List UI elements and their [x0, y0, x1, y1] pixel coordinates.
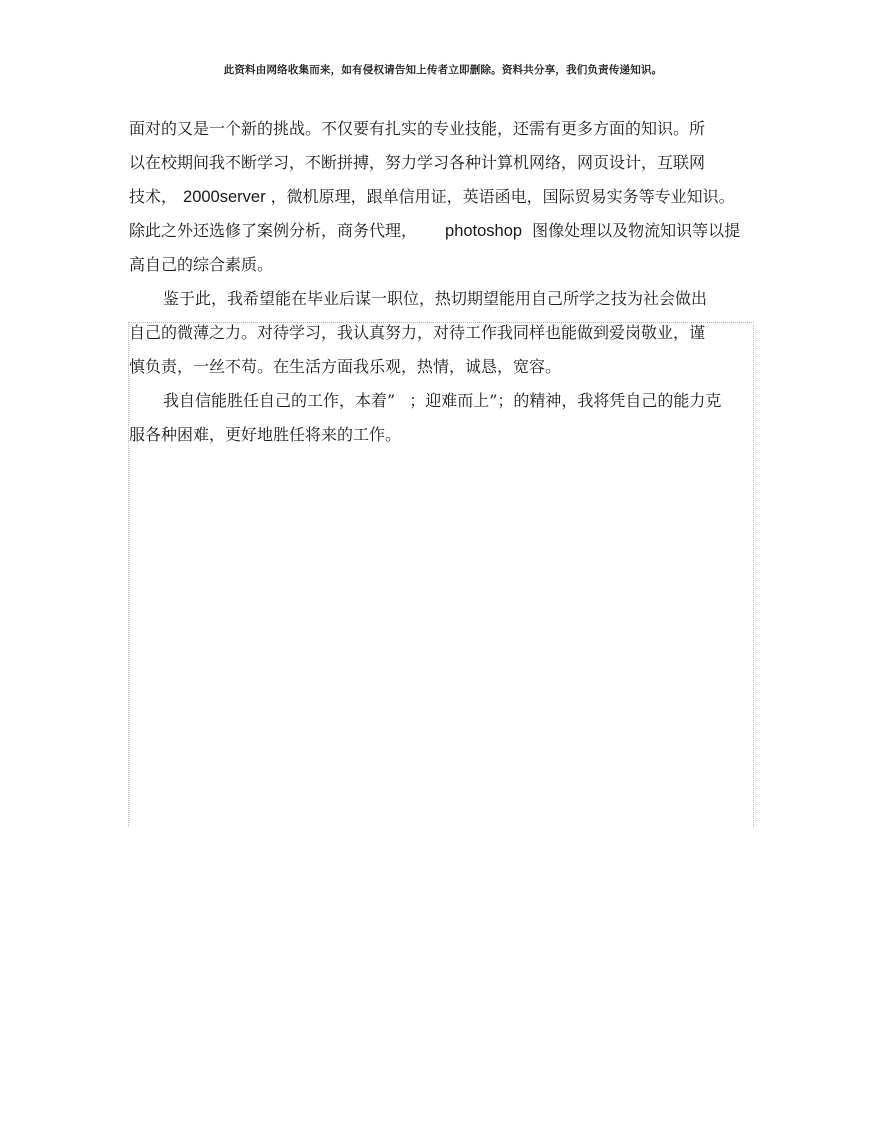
paragraph-3-line-2: 服各种困难，更好地胜任将来的工作。 [129, 425, 402, 444]
text-segment: ，微机原理，跟单信用证，英语函电，国际贸易实务等专业知识。 [270, 187, 735, 206]
text-segment-latin: 2000server [183, 188, 266, 206]
paragraph-1-line-5: 高自己的综合素质。 [129, 255, 274, 274]
paragraph-1-line-3 [129, 180, 754, 214]
header-notice: 此资料由网络收集而来，如有侵权请告知上传者立即删除。资料共分享，我们负责传递知识。 [223, 64, 663, 76]
paragraph-1-line-1: 面对的又是一个新的挑战。不仅要有扎实的专业技能，还需有更多方面的知识。所 [129, 119, 706, 138]
paragraph-2-line-3: 慎负责，一丝不苟。在生活方面我乐观，热情，诚恳，宽容。 [129, 357, 562, 376]
paragraph-2-line-1: 鉴于此，我希望能在毕业后谋一职位，热切期望能用自己所学之技为社会做出 [163, 289, 708, 308]
paragraph-1-line-2: 以在校期间我不断学习，不断拼搏，努力学习各种计算机网络，网页设计，互联网 [129, 153, 706, 172]
text-segment-latin: photoshop [445, 222, 523, 240]
text-segment: ；迎难而上”；的精神，我将凭自己的能力克 [409, 391, 722, 410]
paragraph-3-line-1 [129, 384, 754, 418]
text-segment: 除此之外还选修了案例分析，商务代理， [129, 221, 418, 240]
paragraph-2-line-2: 自己的微薄之力。对待学习，我认真努力，对待工作我同样也能做到爱岗敬业，谨 [129, 323, 706, 342]
text-segment: 图像处理以及物流知识等以提 [532, 221, 741, 240]
document-body [129, 112, 754, 452]
text-segment: 我自信能胜任自己的工作，本着” [163, 391, 396, 410]
text-segment: 技术， [129, 187, 178, 206]
paragraph-1-line-4 [129, 214, 754, 248]
